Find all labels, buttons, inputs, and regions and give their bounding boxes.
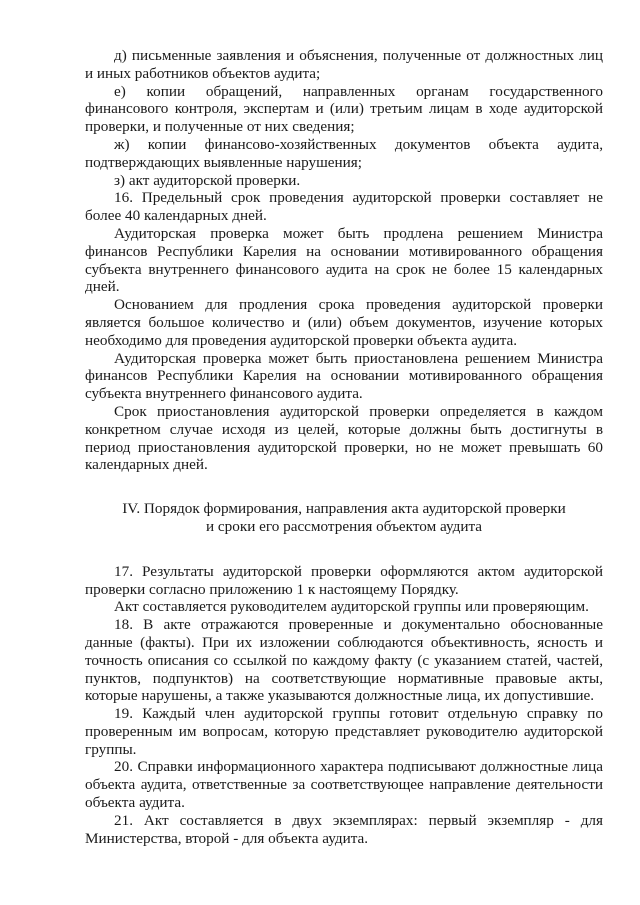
paragraph-16-suspension: Аудиторская проверка может быть приостановлена решением Министра финансов Республики Карелия на основании мотивированного обращения субъекта внутреннего финансового аудита. — [85, 349, 603, 403]
paragraph-16-suspension-term: Срок приостановления аудиторской проверки определяется в каждом конкретном случае исходя из целей, которые должны быть достигнуты в период приостановления аудиторской проверки, но не может превышать 60 календарных дней. — [85, 402, 603, 474]
paragraph-16-extension: Аудиторская проверка может быть продлена решением Министра финансов Республики Карелия на основании мотивированного обращения субъекта внутреннего финансового аудита на срок не более 15 календарных дней. — [85, 224, 603, 296]
document-page — [85, 47, 603, 847]
spacer — [85, 536, 603, 563]
paragraph-item-z: з) акт аудиторской проверки. — [114, 171, 301, 189]
paragraph-18: 18. В акте отражаются проверенные и документально обоснованные данные (факты). При их изложении соблюдаются объективность, ясность и точность описания со ссылкой по каждому факту (с указанием статей, частей, пунктов, подпунктов) на соответствующие нормативные правовые акты, которые нарушены, а также указываются должностные лица, их допустившие. — [85, 616, 603, 705]
spacer — [85, 474, 603, 500]
paragraph-item-zh: ж) копии финансово-хозяйственных документов объекта аудита, подтверждающих выявленные нарушения; — [85, 135, 603, 171]
paragraph-16-grounds: Основанием для продления срока проведения аудиторской проверки является большое количество и (или) объем документов, изучение которых необходимо для проведения аудиторской проверки объекта аудита. — [85, 296, 603, 349]
paragraph-17: 17. Результаты аудиторской проверки оформляются актом аудиторской проверки согласно приложению 1 к настоящему Порядку. — [85, 562, 603, 598]
paragraph-20: 20. Справки информационного характера подписывают должностные лица объекта аудита, ответственные за соответствующее направление деятельности объекта аудита. — [85, 758, 603, 812]
paragraph-item-d: д) письменные заявления и объяснения, полученные от должностных лиц и иных работников объектов аудита; — [85, 47, 603, 82]
paragraph-item-e: е) копии обращений, направленных органам государственного финансового контроля, экспертам и (или) третьим лицам в ходе аудиторской проверки, и полученные от них сведения; — [85, 82, 603, 136]
section-heading-line-2: и сроки его рассмотрения объектом аудита — [205, 517, 483, 535]
section-heading-line-1: IV. Порядок формирования, направления акта аудиторской проверки — [122, 500, 566, 518]
paragraph-16: 16. Предельный срок проведения аудиторской проверки составляет не более 40 календарных дней. — [85, 189, 603, 225]
paragraph-19: 19. Каждый член аудиторской группы готовит отдельную справку по проверенным им вопросам, которую представляет руководителю аудиторской группы. — [85, 705, 603, 758]
paragraph-21: 21. Акт составляется в двух экземплярах: первый экземпляр - для Министерства, второй - для объекта аудита. — [85, 811, 603, 847]
paragraph-17-act: Акт составляется руководителем аудиторской группы или проверяющим. — [114, 598, 589, 616]
